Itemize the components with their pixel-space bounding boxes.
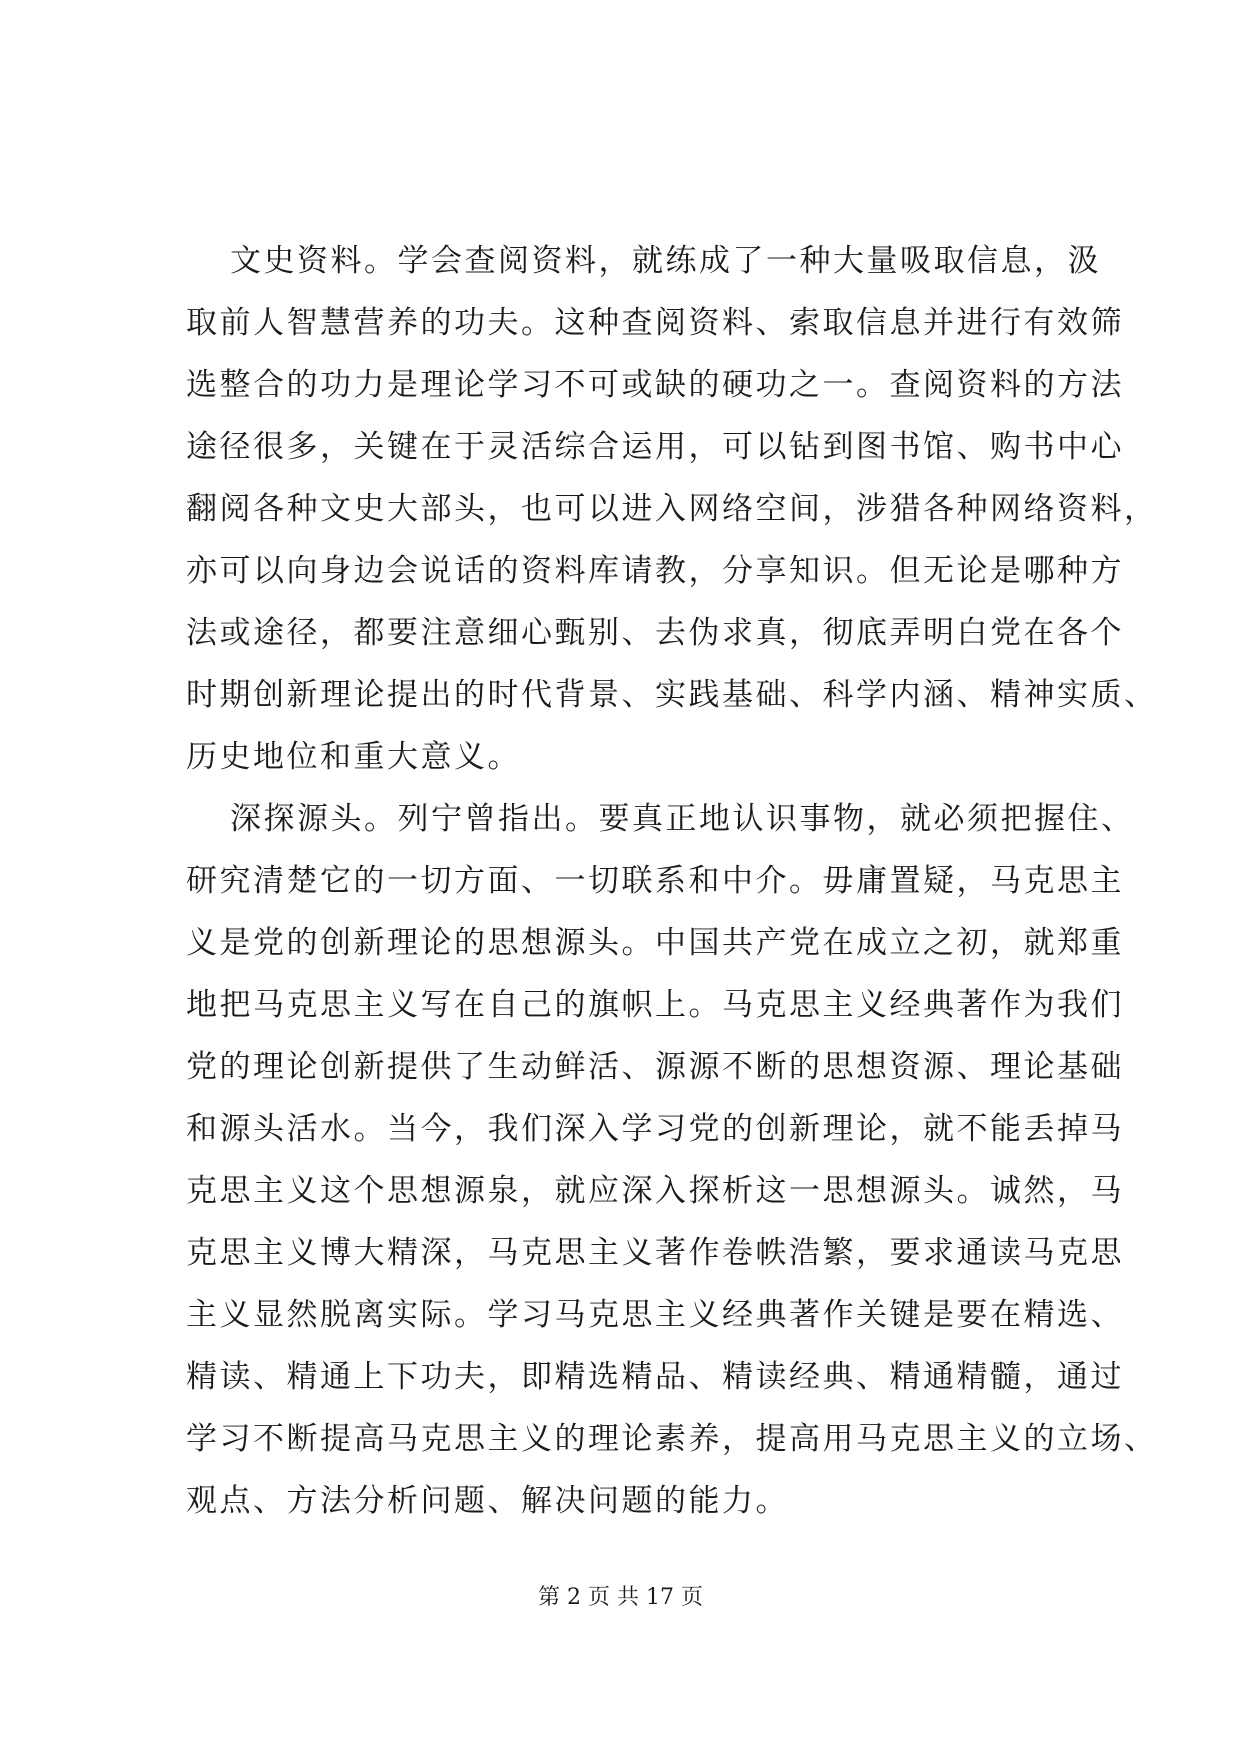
text-line: 时期创新理论提出的时代背景、实践基础、科学内涵、精神实质、	[186, 677, 1158, 713]
text-line: 克思主义这个思想源泉，就应深入探析这一思想源头。诚然，马	[186, 1173, 1124, 1209]
text-line: 观点、方法分析问题、解决问题的能力。	[186, 1483, 789, 1519]
paragraph	[186, 230, 1158, 788]
text-line: 精读、精通上下功夫，即精选精品、精读经典、精通精髓，通过	[186, 1359, 1124, 1395]
text-line: 深探源头。列宁曾指出。要真正地认识事物，就必须把握住、	[230, 801, 1135, 837]
text-line: 学习不断提高马克思主义的理论素养，提高用马克思主义的立场、	[186, 1421, 1158, 1457]
paragraph	[186, 788, 1158, 1532]
text-line: 翻阅各种文史大部头，也可以进入网络空间，涉猎各种网络资料，	[186, 491, 1158, 527]
text-line: 和源头活水。当今，我们深入学习党的创新理论，就不能丢掉马	[186, 1111, 1124, 1147]
text-line: 亦可以向身边会说话的资料库请教，分享知识。但无论是哪种方	[186, 553, 1124, 589]
text-line: 义是党的创新理论的思想源头。中国共产党在成立之初，就郑重	[186, 925, 1124, 961]
text-line: 取前人智慧营养的功夫。这种查阅资料、索取信息并进行有效筛	[186, 305, 1124, 341]
text-line: 法或途径，都要注意细心甄别、去伪求真，彻底弄明白党在各个	[186, 615, 1124, 651]
text-line: 选整合的功力是理论学习不可或缺的硬功之一。查阅资料的方法	[186, 367, 1124, 403]
text-line: 克思主义博大精深，马克思主义著作卷帙浩繁，要求通读马克思	[186, 1235, 1124, 1271]
text-line: 地把马克思主义写在自己的旗帜上。马克思主义经典著作为我们	[186, 987, 1124, 1023]
text-line: 主义显然脱离实际。学习马克思主义经典著作关键是要在精选、	[186, 1297, 1124, 1333]
text-line: 文史资料。学会查阅资料，就练成了一种大量吸取信息，汲	[230, 243, 1101, 279]
text-line: 研究清楚它的一切方面、一切联系和中介。毋庸置疑，马克思主	[186, 863, 1124, 899]
text-line: 历史地位和重大意义。	[186, 739, 521, 775]
text-line: 途径很多，关键在于灵活综合运用，可以钻到图书馆、购书中心	[186, 429, 1124, 465]
text-line: 党的理论创新提供了生动鲜活、源源不断的思想资源、理论基础	[186, 1049, 1124, 1085]
document-body	[186, 230, 1158, 1532]
page-footer: 第 2 页 共 17 页	[538, 1585, 703, 1610]
